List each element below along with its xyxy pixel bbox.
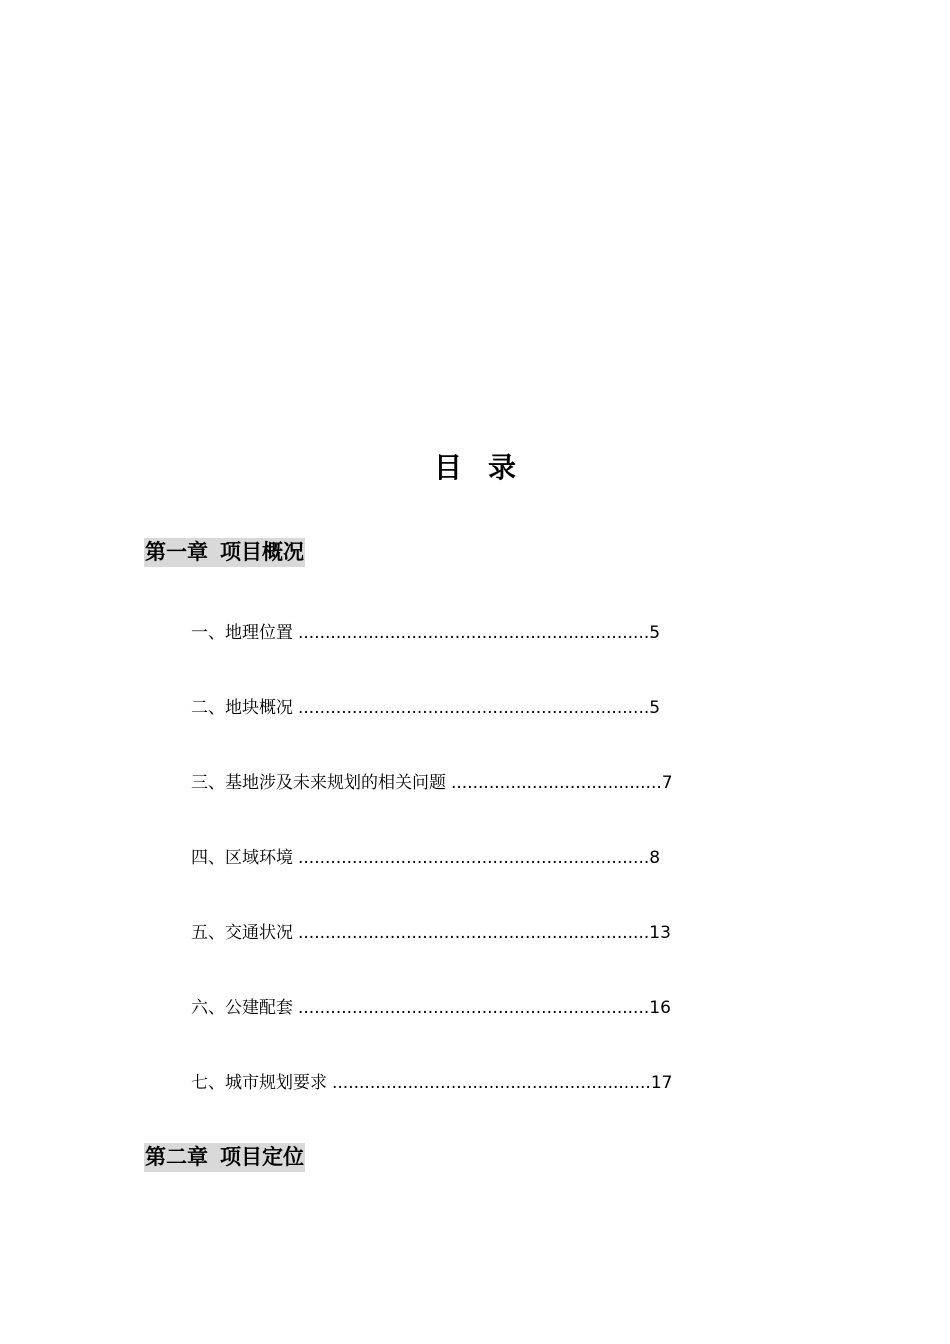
- toc-leader-dots: .................................................................: [298, 698, 650, 718]
- toc-leader-dots: .......................................: [451, 773, 662, 793]
- toc-entry-label: 六、公建配套: [191, 998, 293, 1018]
- chapter-number: 第二章: [145, 1145, 208, 1169]
- toc-entry-label: 四、区域环境: [191, 848, 293, 868]
- toc-entry-label: 二、地块概况: [191, 698, 293, 718]
- toc-leader-dots: .................................................................: [298, 923, 650, 943]
- toc-page-number: 16: [649, 998, 671, 1018]
- toc-entry[interactable]: [191, 845, 660, 871]
- toc-leader-dots: .................................................................: [298, 848, 650, 868]
- toc-entry[interactable]: [191, 620, 660, 646]
- toc-entry[interactable]: [191, 995, 671, 1021]
- chapter-name: 项目定位: [220, 1145, 304, 1169]
- chapter-heading-1: [144, 538, 305, 567]
- toc-leader-dots: .................................................................: [298, 623, 650, 643]
- toc-entry-label: 三、基地涉及未来规划的相关问题: [191, 773, 446, 793]
- toc-page-number: 5: [649, 698, 661, 718]
- chapter-heading-2: [144, 1143, 305, 1172]
- page-title: 目录: [433, 451, 542, 484]
- toc-entry-label: 五、交通状况: [191, 923, 293, 943]
- toc-page-number: 17: [650, 1073, 673, 1093]
- toc-page-number: 7: [661, 773, 673, 793]
- toc-page-number: 13: [649, 923, 671, 943]
- toc-entry-label: 一、地理位置: [191, 623, 293, 643]
- toc-entry[interactable]: [191, 1070, 672, 1096]
- toc-leader-dots: .................................................................: [298, 998, 650, 1018]
- toc-entry[interactable]: [191, 695, 660, 721]
- toc-entry-label: 七、城市规划要求: [191, 1073, 327, 1093]
- toc-page-number: 8: [649, 848, 661, 868]
- chapter-name: 项目概况: [220, 540, 304, 564]
- chapter-number: 第一章: [145, 540, 208, 564]
- toc-leader-dots: ...........................................................: [332, 1073, 651, 1093]
- toc-entry[interactable]: [191, 920, 671, 946]
- toc-entry[interactable]: [191, 770, 673, 796]
- toc-page-number: 5: [649, 623, 661, 643]
